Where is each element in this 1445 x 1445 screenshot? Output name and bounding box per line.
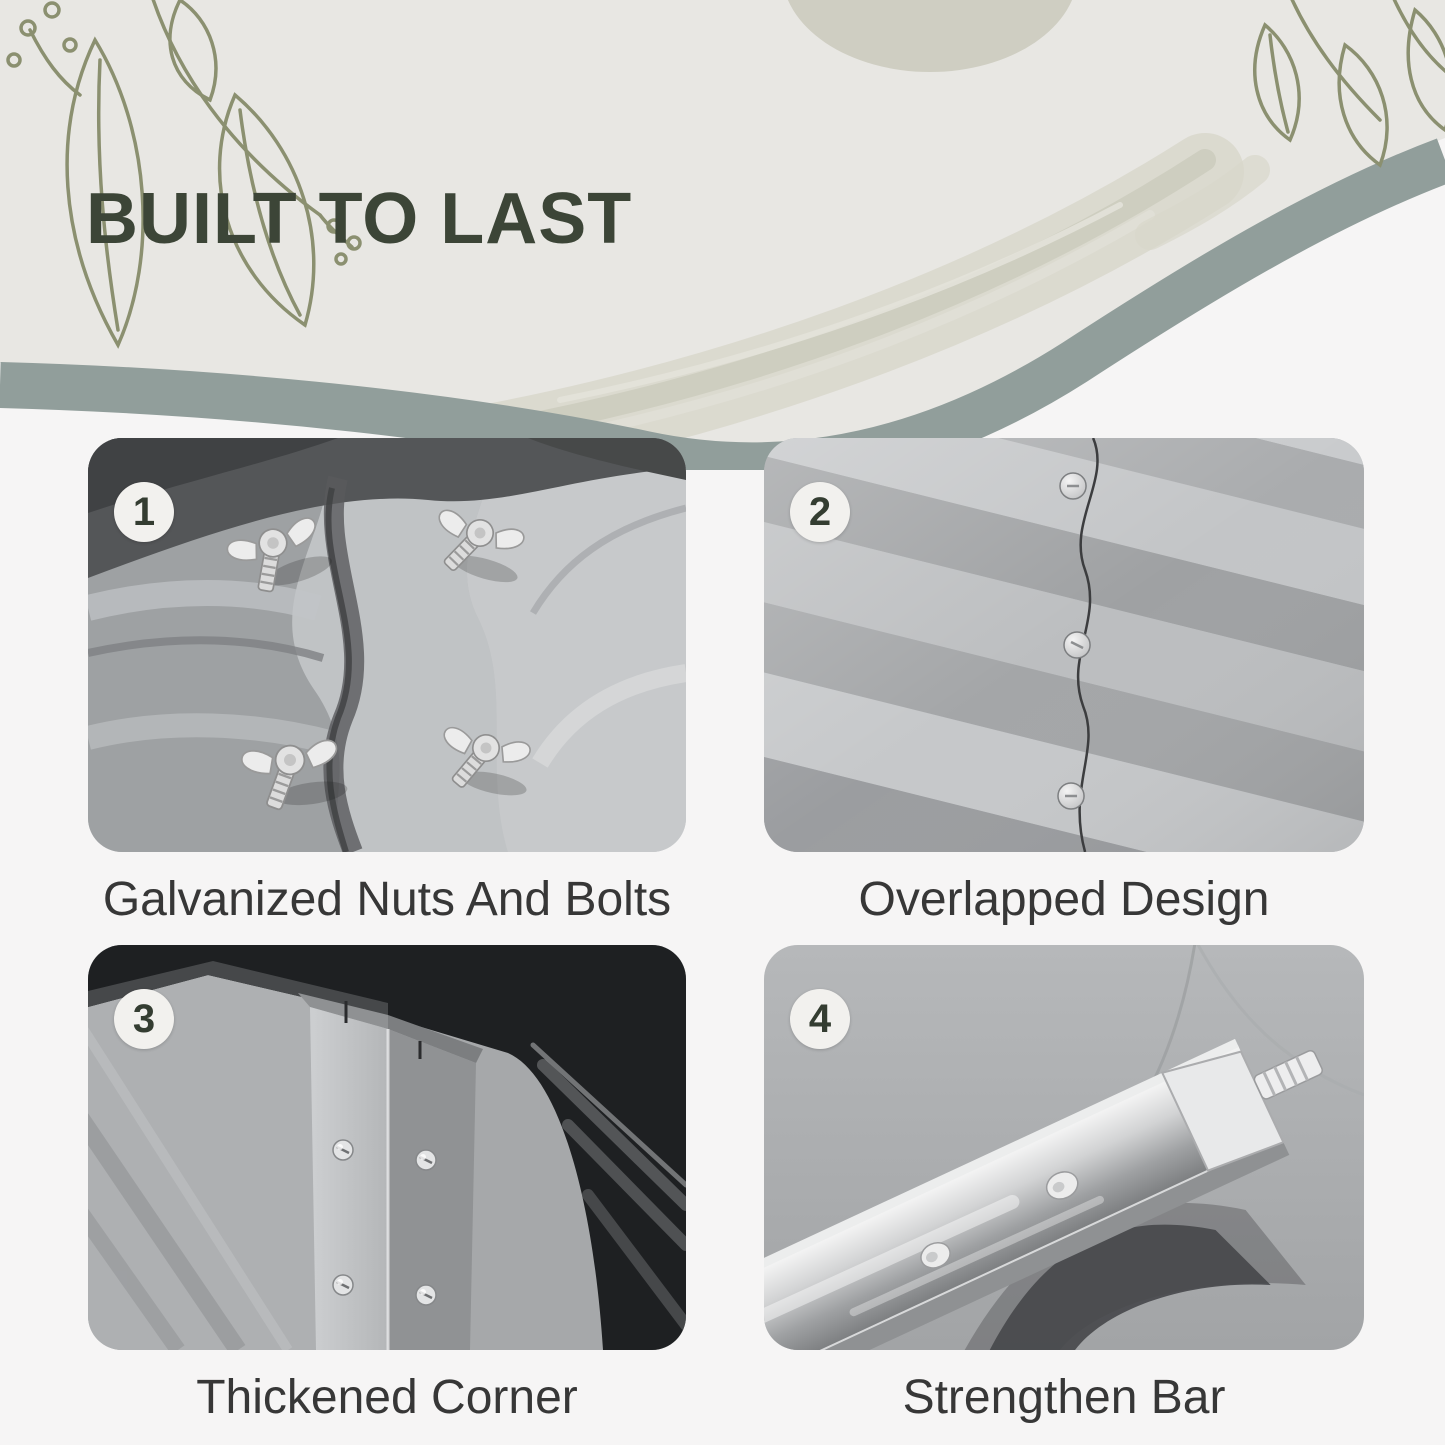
photo-strengthen-bar bbox=[764, 945, 1364, 1350]
number-badge bbox=[114, 482, 174, 542]
badge-number: 3 bbox=[132, 997, 156, 1041]
feature-card-thickened-corner bbox=[88, 945, 686, 1425]
number-badge bbox=[114, 989, 174, 1049]
number-badge bbox=[790, 989, 850, 1049]
feature-caption: Galvanized Nuts And Bolts bbox=[102, 873, 672, 926]
feature-card-strengthen-bar bbox=[764, 945, 1364, 1425]
feature-caption: Thickened Corner bbox=[196, 1371, 578, 1424]
feature-caption: Overlapped Design bbox=[858, 873, 1270, 926]
photo-overlapped-design bbox=[764, 438, 1364, 852]
page-title: BUILT TO LAST bbox=[86, 179, 633, 259]
number-badge bbox=[790, 482, 850, 542]
photo-thickened-corner bbox=[88, 945, 686, 1350]
feature-card-overlapped-design bbox=[764, 438, 1364, 927]
badge-number: 1 bbox=[132, 490, 156, 534]
photo-galvanized-nuts-and-bolts bbox=[88, 438, 686, 852]
feature-card-nuts-bolts bbox=[88, 438, 686, 927]
badge-number: 4 bbox=[808, 997, 832, 1041]
badge-number: 2 bbox=[808, 490, 832, 534]
feature-caption: Strengthen Bar bbox=[902, 1371, 1226, 1424]
